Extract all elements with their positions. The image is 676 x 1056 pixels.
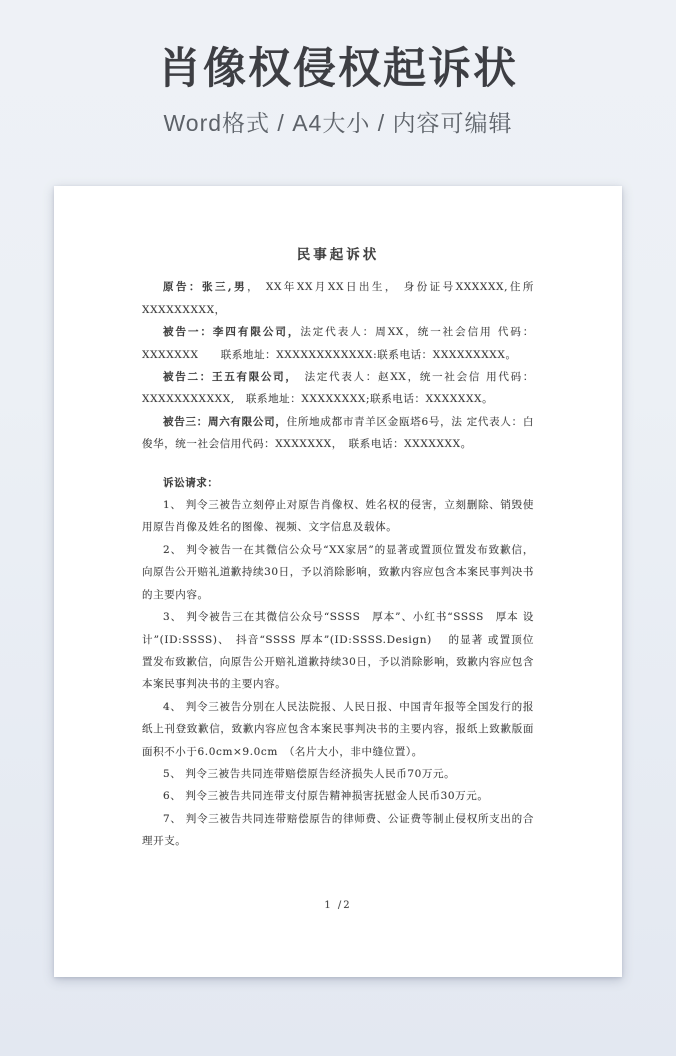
- doc-paragraph-plaintiff: [142, 276, 534, 321]
- preview-header: [0, 0, 676, 186]
- page-number: 1 /2: [324, 900, 352, 911]
- paragraph-lead: 被告一：李四有限公司，: [163, 326, 301, 339]
- paragraph-text: 法定代表人：赵XX，统一社会信 用代码：XXXXXXXXXXX, 联系地址：XXXXXXXX;联系电话：XXXXXXX。: [142, 371, 535, 406]
- paragraph-text: ， XX年XX月XX日出生， 身份证号XXXXXX,住所XXXXXXXXX，: [142, 281, 535, 316]
- paragraph-lead: 原告：张三,男: [163, 281, 248, 294]
- paragraph-lead: 被告三：周六有限公司，: [163, 415, 287, 428]
- claim-item-2: 2、 判令被告一在其微信公众号“XX家居”的显著或置顶位置发布致歉信，向原告公开赔礼道歉持续30日，予以消除影响，致歉内容应包含本案民事判决书的主要内容。: [142, 543, 534, 601]
- paragraph-lead: 被告二：王五有限公司，: [163, 371, 293, 384]
- doc-paragraph-defendant-3: [142, 411, 534, 456]
- paragraph-text: 法定代表人：周XX，统一社会信用 代码：XXXXXXX 联系地址：XXXXXXXXXXXX:联系电话：XXXXXXXXX。: [142, 326, 534, 361]
- claim-item-7: 7、 判令三被告共同连带赔偿原告的律师费、公证费等制止侵权所支出的合理开支。: [142, 812, 534, 848]
- claim-item-1: 1、 判令三被告立刻停止对原告肖像权、姓名权的侵害，立刻删除、销毁使用原告肖像及姓名的图像、视频、文字信息及载体。: [142, 499, 534, 534]
- claim-item-4: 4、 判令三被告分别在人民法院报、人民日报、中国青年报等全国发行的报纸上刊登致歉信，致歉内容应包含本案民事判决书的主要内容，报纸上致歉版面面积不小于6.0cm×9.0cm （名片大小，非中缝位置）。: [142, 700, 534, 758]
- template-subtitle: Word格式 / A4大小 / 内容可编辑: [163, 110, 513, 137]
- claim-item-5: 5、 判令三被告共同连带赔偿原告经济损失人民币70万元。: [163, 767, 456, 780]
- template-title: 肖像权侵权起诉状: [158, 45, 518, 93]
- claim-item-6: 6、 判令三被告共同连带支付原告精神损害抚慰金人民币30万元。: [163, 790, 489, 803]
- document-page: [54, 186, 622, 977]
- doc-paragraph-defendant-1: [142, 321, 534, 366]
- doc-paragraph-defendant-2: [142, 366, 534, 411]
- doc-title: 民事起诉状: [296, 247, 380, 263]
- claim-item-3: 3、 判令被告三在其微信公众号“SSSS 厚本”、小红书“SSSS 厚本 设计”(ID:SSSS)、 抖音“SSSS 厚本”(ID:SSSS.Design) 的显著 或置顶位置发布致歉信，向原告公开赔礼道歉持续30日，予以消除影响，致歉内容应包含本案民事判决书的主要内容。: [142, 611, 534, 691]
- claims-heading: 诉讼请求：: [163, 476, 219, 489]
- paragraph-text: 住所地成都市青羊区金瓯塔6号，法 定代表人：白俊华，统一社会信用代码：XXXXXXX， 联系电话：XXXXXXX。: [142, 415, 534, 451]
- document-body: [54, 186, 622, 977]
